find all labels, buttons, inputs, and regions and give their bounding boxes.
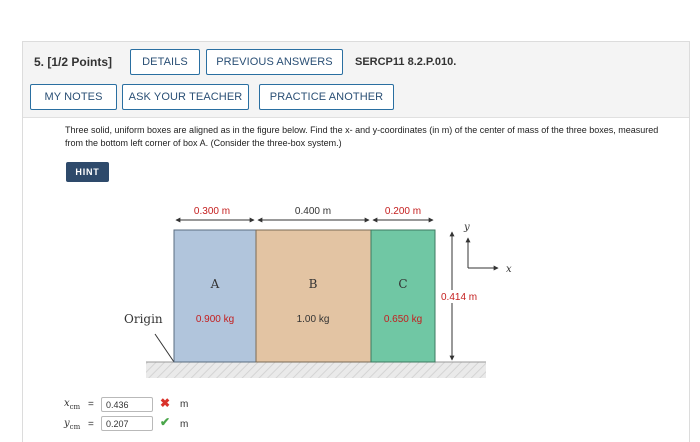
box-a-mass: 0.900 kg bbox=[195, 314, 235, 325]
ycm-input[interactable] bbox=[101, 416, 153, 431]
xcm-label: $x_{cm}$ bbox=[64, 398, 81, 411]
previous-answers-button[interactable]: PREVIOUS ANSWERS bbox=[206, 49, 343, 75]
details-button[interactable]: DETAILS bbox=[130, 49, 200, 75]
box-a-width: 0.300 m bbox=[193, 206, 231, 217]
box-c-width: 0.200 m bbox=[384, 206, 422, 217]
box-b-mass: 1.00 kg bbox=[296, 314, 330, 325]
origin-label: Origin bbox=[124, 312, 163, 326]
xcm-equals: = bbox=[88, 399, 94, 410]
box-b bbox=[256, 230, 371, 362]
correct-check-icon: ✔ bbox=[160, 415, 171, 429]
y-axis-label: y bbox=[464, 222, 470, 233]
x-axis-label: x bbox=[506, 264, 512, 275]
ycm-label: $y_{cm}$ bbox=[64, 418, 81, 431]
xcm-unit: m bbox=[180, 399, 189, 410]
box-a-label: A bbox=[210, 277, 220, 291]
box-b-label: B bbox=[308, 277, 318, 291]
ask-teacher-button[interactable]: ASK YOUR TEACHER bbox=[122, 84, 249, 110]
incorrect-x-icon: ✖ bbox=[160, 396, 171, 410]
problem-code: SERCP11 8.2.P.010. bbox=[355, 56, 457, 68]
question-points: [1/2 Points] bbox=[47, 55, 113, 69]
practice-another-button[interactable]: PRACTICE ANOTHER bbox=[259, 84, 394, 110]
box-c bbox=[371, 230, 435, 362]
box-a bbox=[174, 230, 256, 362]
height-label: 0.414 m bbox=[441, 292, 478, 303]
box-b-width: 0.400 m bbox=[294, 206, 332, 217]
my-notes-button[interactable]: MY NOTES bbox=[30, 84, 117, 110]
xcm-input[interactable] bbox=[101, 397, 153, 412]
ycm-unit: m bbox=[180, 419, 189, 430]
hint-button[interactable]: HINT bbox=[66, 162, 109, 182]
question-number: 5. bbox=[34, 55, 45, 69]
ycm-equals: = bbox=[88, 419, 94, 430]
problem-statement: Three solid, uniform boxes are aligned as in the figure below. Find the x- and y-coordinates (in m) of the center of mass of the three boxes, measured from the bottom left corner of box A. (Consider the three-box system.) bbox=[65, 125, 659, 148]
box-c-mass: 0.650 kg bbox=[383, 314, 423, 325]
box-c-label: C bbox=[398, 277, 408, 291]
axes-icon bbox=[468, 238, 498, 268]
